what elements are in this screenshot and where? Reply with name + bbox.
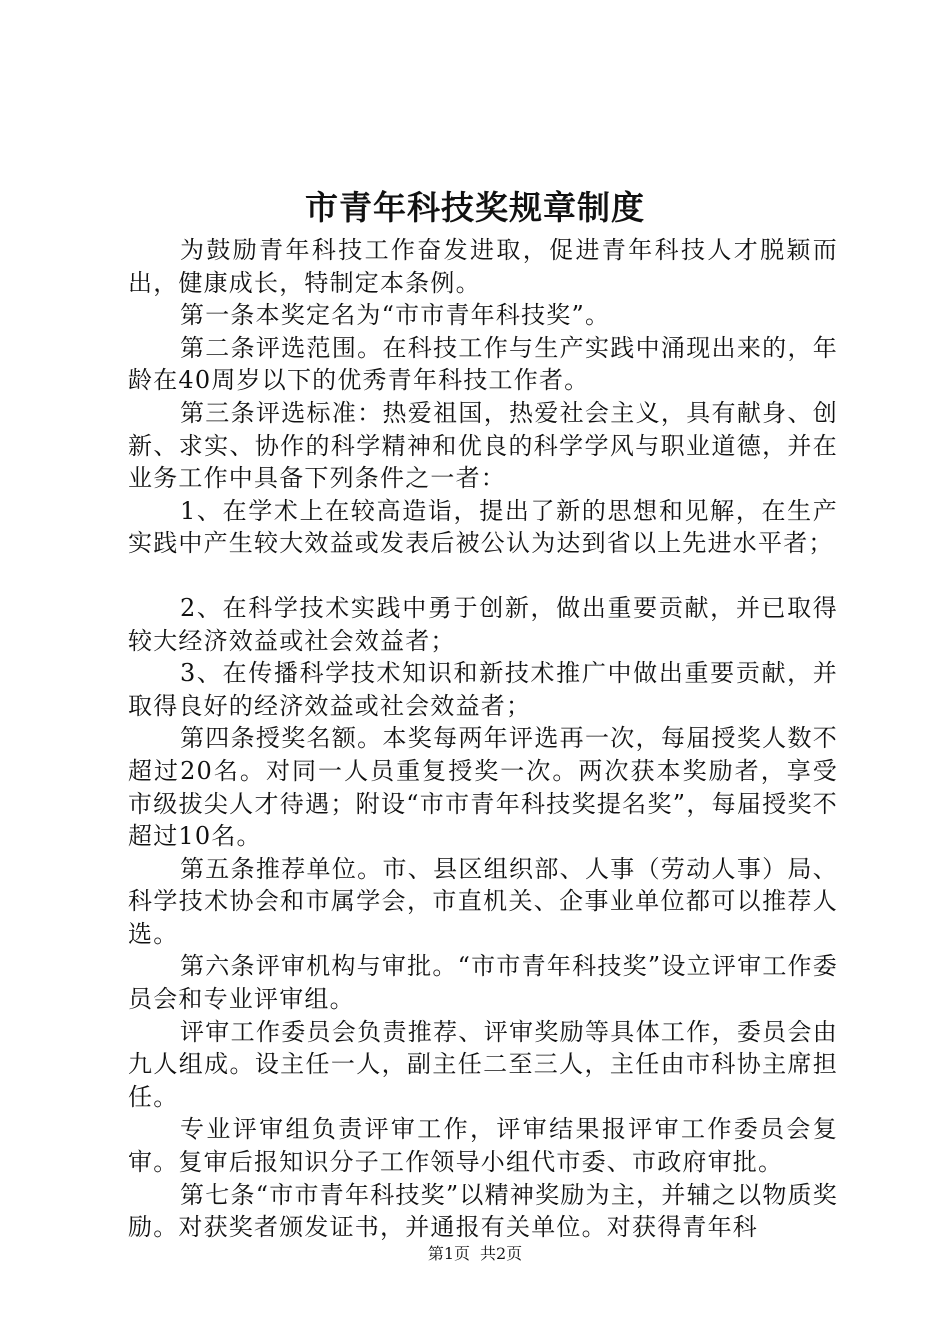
paragraph-condition-3: 3、在传播科学技术知识和新技术推广中做出重要贡献，并取得良好的经济效益或社会效益者； [128,659,838,720]
paragraph-article-1: 第一条本奖定名为“市市青年科技奖”。 [180,301,611,330]
paragraph-review-group: 专业评审组负责评审工作，评审结果报评审工作委员会复审。复审后报知识分子工作领导小组代市委、市政府审批。 [128,1115,838,1177]
paragraph-preamble: 为鼓励青年科技工作奋发进取，促进青年科技人才脱颖而出，健康成长，特制定本条例。 [128,236,838,297]
paragraph-article-6: 第六条评审机构与审批。“市市青年科技奖”设立评审工作委员会和专业评审组。 [128,952,838,1014]
paragraph-condition-1: 1、在学术上在较高造诣，提出了新的思想和见解，在生产实践中产生较大效益或发表后被公认为达到省以上先进水平者； [128,496,838,558]
paragraph-condition-2: 2、在科学技术实践中勇于创新，做出重要贡献，并已取得较大经济效益或社会效益者； [128,593,838,655]
page-footer [0,1242,950,1266]
document-body [128,234,838,1244]
paragraph-committee: 评审工作委员会负责推荐、评审奖励等具体工作，委员会由九人组成。设主任一人，副主任二至三人，主任由市科协主席担任。 [128,1017,838,1111]
page-total: 共2页 [480,1244,523,1263]
paragraph-article-4: 第四条授奖名额。本奖每两年评选再一次，每届授奖人数不超过20名。对同一人员重复授奖一次。两次获本奖励者，享受市级拔尖人才待遇；附设“市市青年科技奖提名奖”，每届授奖不超过10名。 [128,724,838,851]
document-title: 市青年科技奖规章制度 [305,188,645,227]
paragraph-article-2: 第二条评选范围。在科技工作与生产实践中涌现出来的，年龄在40周岁以下的优秀青年科技工作者。 [128,333,838,395]
paragraph-article-5: 第五条推荐单位。市、县区组织部、人事（劳动人事）局、科学技术协会和市属学会，市直机关、企事业单位都可以推荐人选。 [128,854,838,948]
paragraph-article-7: 第七条“市市青年科技奖”以精神奖励为主，并辅之以物质奖励。对获奖者颁发证书，并通报有关单位。对获得青年科 [128,1180,838,1242]
paragraph-article-3: 第三条评选标准：热爱祖国，热爱社会主义，具有献身、创新、求实、协作的科学精神和优良的科学学风与职业道德，并在业务工作中具备下列条件之一者： [128,398,838,493]
page-number: 第1页 [427,1244,470,1263]
